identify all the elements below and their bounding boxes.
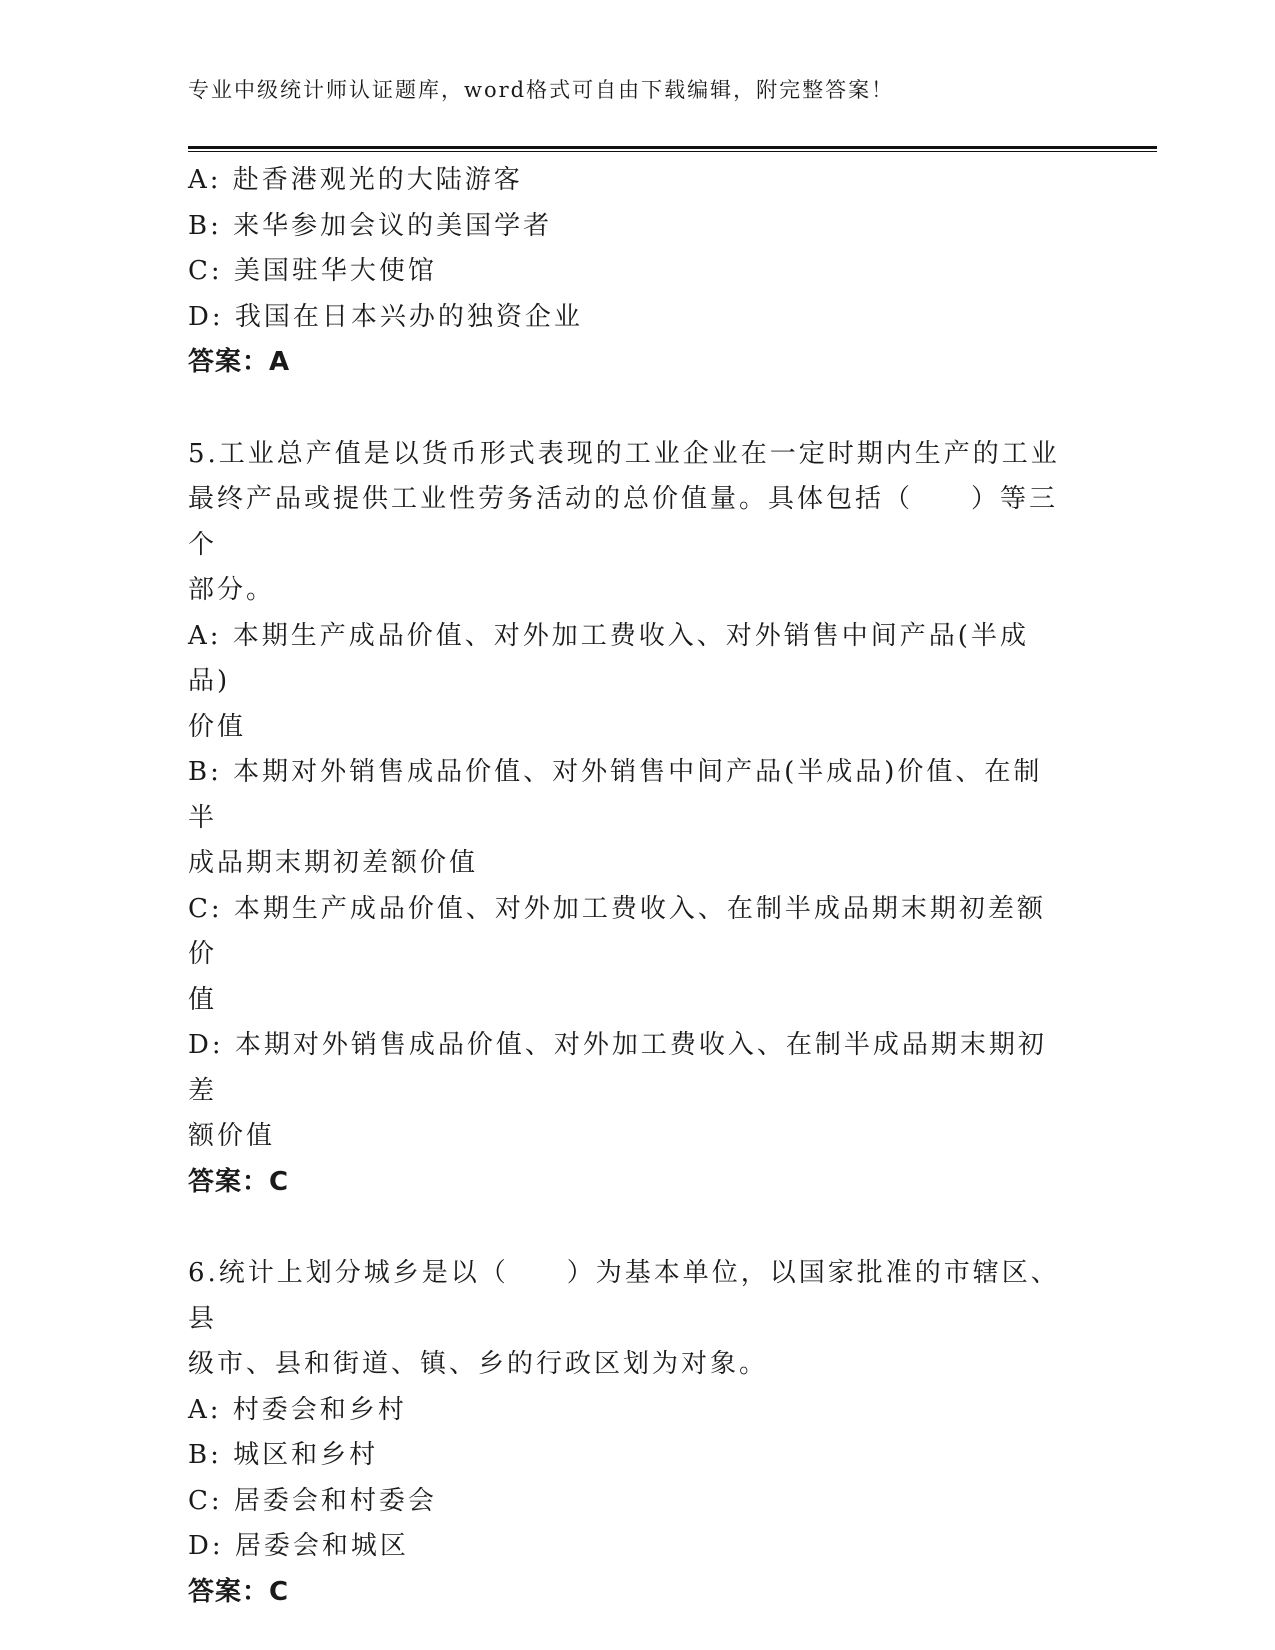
header-rule-thick [188,146,1157,149]
question-content [188,158,1068,1615]
answer-label: 答案：C [188,1166,290,1197]
question-text-line: 6.统计上划分城乡是以（ ）为基本单位，以国家批准的市辖区、县 [188,1258,1060,1334]
question-text-line: 级市、县和街道、镇、乡的行政区划为对象。 [188,1349,769,1379]
option-b: B: 本期对外销售成品价值、对外销售中间产品(半成品)价值、在制半 [188,757,1043,833]
option-c-continued: 值 [188,984,218,1015]
question-text-line: 最终产品或提供工业性劳务活动的总价值量。具体包括（ ）等三个 [188,484,1059,560]
answer-label: 答案：C [188,1576,290,1607]
option-d: D: 我国在日本兴办的独资企业 [188,301,583,332]
option-a: A: 赴香港观光的大陆游客 [188,165,523,195]
option-c: C: 居委会和村委会 [188,1485,437,1516]
option-b: B: 来华参加会议的美国学者 [188,210,553,241]
option-c: C: 本期生产成品价值、对外加工费收入、在制半成品期末期初差额价 [188,893,1046,969]
option-b: B: 城区和乡村 [188,1440,379,1470]
option-b-continued: 成品期末期初差额价值 [188,848,479,878]
option-c: C: 美国驻华大使馆 [188,256,437,286]
question-text-line: 部分。 [188,575,276,605]
option-d: D: 本期对外销售成品价值、对外加工费收入、在制半成品期末期初差 [188,1030,1047,1106]
option-d: D: 居委会和城区 [188,1531,409,1561]
answer-label: 答案：A [188,347,291,377]
spacer [188,1205,1068,1251]
option-a: A: 本期生产成品价值、对外加工费收入、对外销售中间产品(半成品) [188,620,1029,696]
question-4-block [188,158,1068,386]
spacer [188,386,1068,432]
page-header: 专业中级统计师认证题库，word格式可自由下载编辑，附完整答案！ [188,78,895,102]
option-a: A: 村委会和乡村 [188,1394,407,1425]
question-5-block [188,432,1068,1206]
header-rule-thin [188,151,1157,152]
question-text-line: 5.工业总产值是以货币形式表现的工业企业在一定时期内生产的工业 [188,438,1060,469]
option-d-continued: 额价值 [188,1121,276,1151]
option-a-continued: 价值 [188,711,247,742]
question-6-block [188,1251,1068,1615]
